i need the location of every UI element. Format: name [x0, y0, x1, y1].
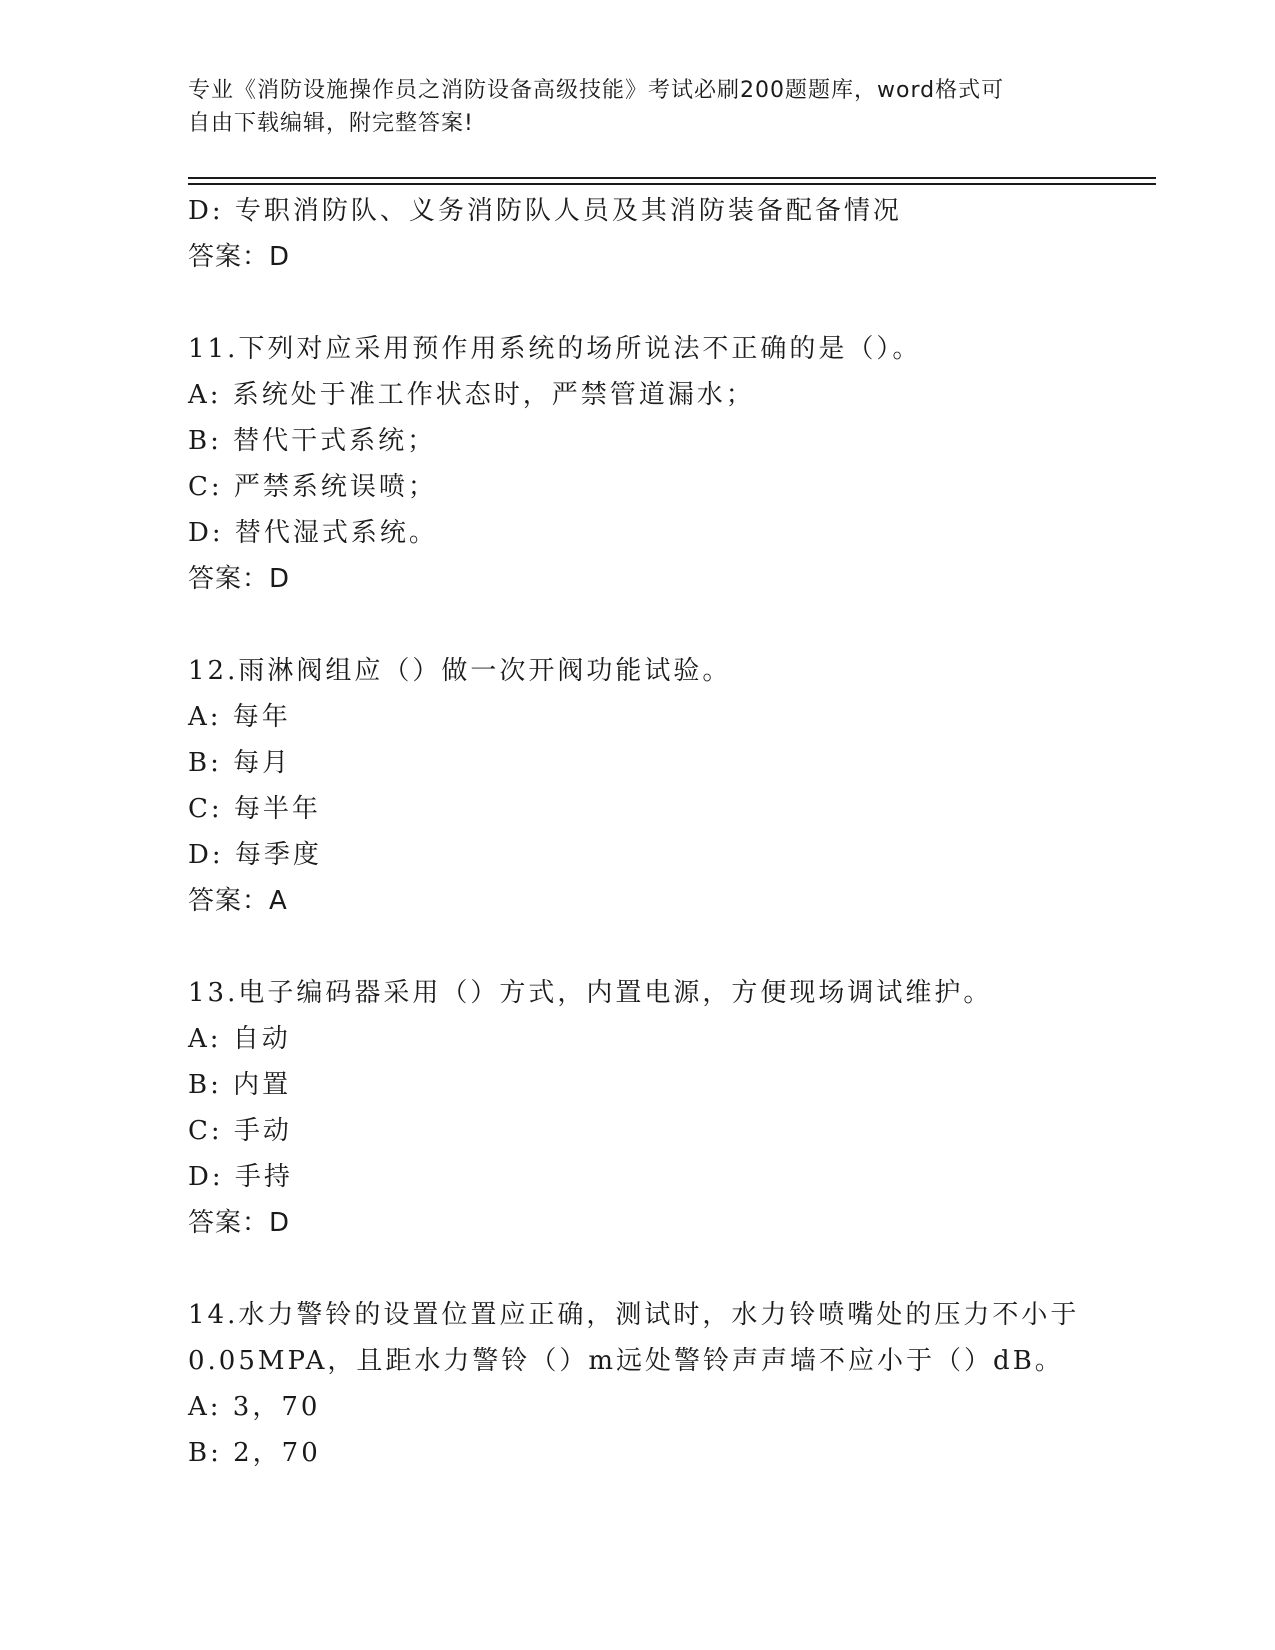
answer: 答案：A	[188, 886, 288, 916]
header-rule-bottom	[188, 183, 1156, 185]
spacer	[188, 1246, 1148, 1292]
question-10-tail	[188, 188, 1148, 280]
answer: 答案：D	[188, 1208, 291, 1238]
option-a: A: 系统处于准工作状态时，严禁管道漏水；	[188, 380, 755, 410]
question-stem: 13.电子编码器采用（）方式，内置电源，方便现场调试维护。	[188, 978, 993, 1008]
header-line-2: 自由下载编辑，附完整答案!	[188, 111, 474, 136]
option-a: A: 自动	[188, 1024, 291, 1054]
question-12	[188, 648, 1148, 924]
option-b: B: 每月	[188, 748, 292, 778]
spacer	[188, 280, 1148, 326]
question-stem-line-1: 14.水力警铃的设置位置应正确，测试时，水力铃喷嘴处的压力不小于	[188, 1300, 1080, 1330]
header-rule-top	[188, 177, 1156, 179]
option-d: D: 手持	[188, 1162, 293, 1192]
question-list	[188, 188, 1148, 1476]
option-a: A: 3，70	[188, 1392, 321, 1422]
option-c: C: 手动	[188, 1116, 292, 1146]
question-stem-line-2: 0.05MPA，且距水力警铃（）m远处警铃声声墙不应小于（）dB。	[188, 1346, 1064, 1376]
option-c: C: 每半年	[188, 794, 321, 824]
option-a: A: 每年	[188, 702, 291, 732]
question-11	[188, 326, 1148, 602]
spacer	[188, 602, 1148, 648]
option-b: B: 替代干式系统；	[188, 426, 437, 456]
option-d: D: 专职消防队、义务消防队人员及其消防装备配备情况	[188, 196, 902, 226]
question-stem: 12.雨淋阀组应（）做一次开阀功能试验。	[188, 656, 732, 686]
question-13	[188, 970, 1148, 1246]
question-14	[188, 1292, 1148, 1476]
question-stem: 11.下列对应采用预作用系统的场所说法不正确的是（）。	[188, 334, 922, 364]
option-d: D: 替代湿式系统。	[188, 518, 438, 548]
header-line-1: 专业《消防设施操作员之消防设备高级技能》考试必刷200题题库，word格式可	[188, 78, 1005, 103]
page-header	[188, 74, 1088, 140]
option-b: B: 内置	[188, 1070, 292, 1100]
option-d: D: 每季度	[188, 840, 322, 870]
option-c: C: 严禁系统误喷；	[188, 472, 437, 502]
answer: 答案：D	[188, 242, 291, 272]
option-b: B: 2，70	[188, 1438, 321, 1468]
spacer	[188, 924, 1148, 970]
answer: 答案：D	[188, 564, 291, 594]
